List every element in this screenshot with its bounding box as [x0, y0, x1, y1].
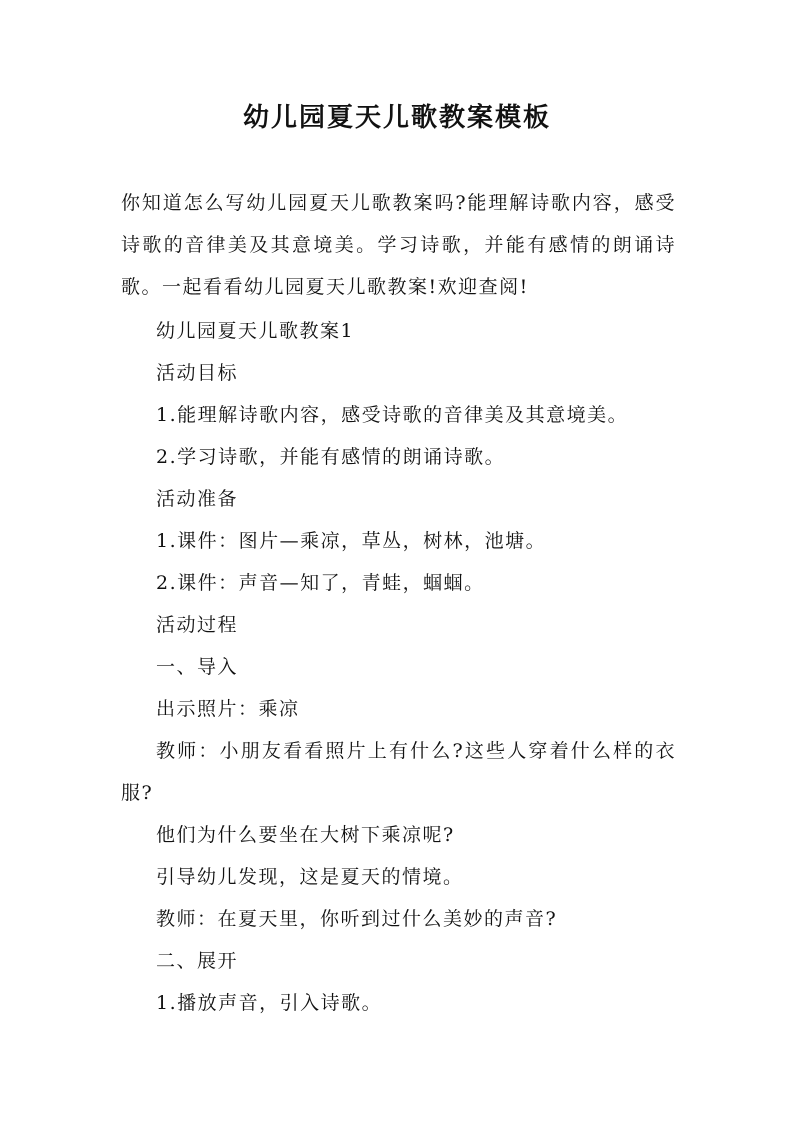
- paragraph-show-photo: 出示照片：乘凉: [156, 698, 300, 720]
- section-heading-process: 活动过程: [156, 614, 239, 636]
- preparation-item-1: 1.课件：图片—乘凉，草丛，树林，池塘。: [156, 530, 547, 552]
- step-heading-introduction: 一、导入: [156, 656, 239, 678]
- document-title: 幼儿园夏天儿歌教案模板: [242, 103, 551, 133]
- preparation-item-2: 2.课件：声音—知了，青蛙，蝈蝈。: [156, 572, 485, 594]
- goal-item-1: 1.能理解诗歌内容，感受诗歌的音律美及其意境美。: [156, 404, 629, 426]
- goal-item-2: 2.学习诗歌，并能有感情的朗诵诗歌。: [156, 446, 506, 468]
- paragraph-guide-discovery: 引导幼儿发现，这是夏天的情境。: [156, 866, 464, 888]
- intro-paragraph: 你知道怎么写幼儿园夏天儿歌教案吗?能理解诗歌内容，感受诗歌的音律美及其意境美。学习诗歌，并能有感情的朗诵诗歌。一起看看幼儿园夏天儿歌教案!欢迎查阅!: [121, 192, 676, 298]
- step-heading-development: 二、展开: [156, 950, 239, 972]
- paragraph-teacher-question-1: 教师：小朋友看看照片上有什么?这些人穿着什么样的衣服?: [121, 740, 676, 804]
- paragraph-teacher-question-2: 教师：在夏天里，你听到过什么美妙的声音?: [156, 908, 558, 930]
- section-heading-preparation: 活动准备: [156, 488, 239, 510]
- paragraph-play-sound: 1.播放声音，引入诗歌。: [156, 992, 383, 1014]
- section-heading-goals: 活动目标: [156, 362, 239, 384]
- paragraph-question-shade: 他们为什么要坐在大树下乘凉呢?: [156, 824, 455, 846]
- section-heading-lesson-1: 幼儿园夏天儿歌教案1: [156, 320, 355, 342]
